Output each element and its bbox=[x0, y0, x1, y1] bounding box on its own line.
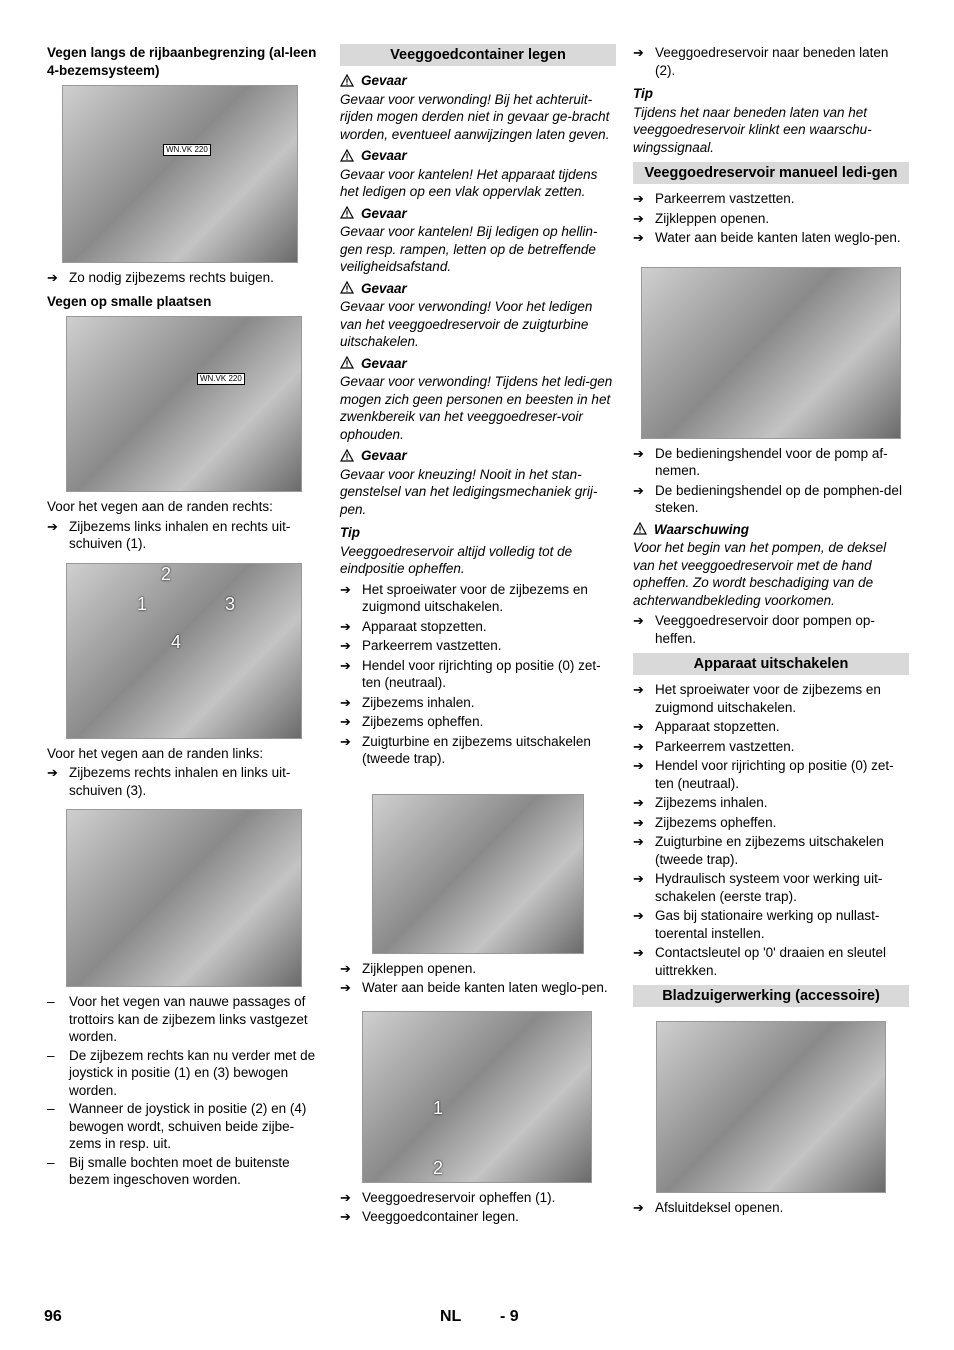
section-manual-empty: Veeggoedreservoir manueel ledi-gen bbox=[633, 162, 909, 184]
photo-side-flaps bbox=[372, 794, 584, 954]
step-item: ➔ Zijbezems opheffen. bbox=[340, 714, 484, 729]
step-bend-brushes: ➔ Zo nodig zijbezems rechts buigen. bbox=[47, 270, 274, 285]
section-switch-off: Apparaat uitschakelen bbox=[633, 653, 909, 675]
photo-leaf-suction bbox=[656, 1021, 886, 1193]
para-right-edge: Voor het vegen aan de randen rechts: bbox=[47, 499, 273, 514]
arrow-icon: ➔ bbox=[633, 719, 644, 734]
dash-item: – De zijbezem rechts kan nu verder met de joystick in positie (1) en (3) bewogen worden. bbox=[47, 1047, 316, 1098]
steps-list bbox=[633, 190, 909, 247]
photo-joystick-1 bbox=[66, 563, 302, 739]
warning-text: Gevaar voor verwonding! Bij het achteruit-rijden mogen derden niet in gevaar ge-bracht worden, eventueel aanwijzingen laten geven. bbox=[340, 91, 610, 142]
step-item: ➔ Het sproeiwater voor de zijbezems en zuigmond uitschakelen. bbox=[340, 581, 588, 614]
step-item: ➔ Hydraulisch systeem voor werking uit-schakelen (eerste trap). bbox=[633, 871, 883, 904]
arrow-icon: ➔ bbox=[633, 210, 644, 226]
arrow-icon: ➔ bbox=[633, 191, 644, 206]
step-item: ➔ Hendel voor rijrichting op positie (0) zet-ten (neutraal). bbox=[340, 657, 601, 690]
arrow-icon: ➔ bbox=[633, 795, 644, 810]
step-item: ➔ Veeggoedcontainer legen. bbox=[340, 1209, 519, 1224]
arrow-icon: ➔ bbox=[633, 613, 644, 628]
step-item: ➔ Het sproeiwater voor de zijbezems en zuigmond uitschakelen. bbox=[633, 682, 881, 715]
joystick-label-1: 1 bbox=[137, 593, 148, 614]
arrow-icon: ➔ bbox=[47, 765, 58, 780]
step-item: ➔ Parkeerrem vastzetten. bbox=[633, 738, 795, 754]
photo-joystick-lift bbox=[362, 1011, 592, 1183]
arrow-icon: ➔ bbox=[340, 1209, 351, 1224]
step-item: ➔ Zijkleppen openen. bbox=[633, 210, 770, 226]
steps-list bbox=[633, 445, 909, 517]
step-item: ➔ Contactsleutel op '0' draaien en sleutel uittrekken. bbox=[633, 945, 887, 978]
license-plate: WN.VK 220 bbox=[163, 144, 211, 156]
arrow-icon: ➔ bbox=[340, 733, 351, 749]
arrow-icon: ➔ bbox=[340, 657, 351, 673]
arrow-icon: ➔ bbox=[633, 834, 644, 849]
warning-triangle-icon bbox=[633, 522, 648, 536]
heading-narrow: Vegen op smalle plaatsen bbox=[47, 293, 212, 309]
step-item: ➔ Hendel voor rijrichting op positie (0) zet-ten (neutraal). bbox=[633, 758, 894, 791]
warning-heading: Gevaar bbox=[340, 447, 616, 465]
arrow-icon: ➔ bbox=[633, 738, 644, 754]
warning-text: Gevaar voor kantelen! Bij ledigen op hellin-gen resp. rampen, letten op de betreffende veiligheidsafstand. bbox=[340, 224, 598, 274]
steps-list bbox=[633, 681, 909, 979]
step-item: ➔ Zijkleppen openen. bbox=[340, 960, 477, 976]
step-item: ➔ Zijbezems inhalen. bbox=[340, 694, 475, 710]
step-item: ➔ Zuigturbine en zijbezems uitschakelen (tweede trap). bbox=[633, 834, 884, 867]
arrow-icon: ➔ bbox=[633, 682, 644, 697]
warning-text: Gevaar voor kneuzing! Nooit in het stan-genstelsel van het ledigingsmechaniek grij-pen. bbox=[340, 466, 598, 517]
steps-list bbox=[340, 581, 616, 768]
page-number: 96 bbox=[44, 1308, 62, 1325]
tip-text: Tijdens het naar beneden laten van het veeggoedreservoir klinkt een waarschu-wingssignaal. bbox=[633, 104, 872, 155]
warning-text: Gevaar voor verwonding! Voor het ledigen van het veeggoedreservoir de zuigturbine uitschakelen. bbox=[340, 299, 593, 349]
step-right-extend: ➔ Zijbezems links inhalen en rechts uit-schuiven (1). bbox=[47, 518, 291, 551]
dash-item: – Voor het vegen van nauwe passages of trottoirs kan de zijbezem links vastgezet worden. bbox=[47, 994, 308, 1044]
warning-triangle-icon bbox=[340, 281, 355, 295]
step-item: ➔ Water aan beide kanten laten weglo-pen. bbox=[340, 980, 608, 995]
arrow-icon: ➔ bbox=[633, 908, 644, 923]
warning-list bbox=[340, 72, 616, 518]
joystick-label-4: 4 bbox=[171, 631, 182, 652]
step-item: ➔ Zuigturbine en zijbezems uitschakelen (tweede trap). bbox=[340, 733, 591, 766]
arrow-icon: ➔ bbox=[340, 1189, 351, 1205]
step-item: ➔ Gas bij stationaire werking op nullast-toerental instellen. bbox=[633, 908, 880, 941]
arrow-icon: ➔ bbox=[340, 618, 351, 634]
step-item: ➔ Zijbezems opheffen. bbox=[633, 814, 777, 830]
step-item: ➔ Parkeerrem vastzetten. bbox=[633, 191, 795, 206]
language-code: NL bbox=[440, 1308, 462, 1325]
step-item: ➔ De bedieningshendel op de pomphen-del steken. bbox=[633, 482, 902, 515]
step-item: ➔ De bedieningshendel voor de pomp af-nemen. bbox=[633, 445, 888, 478]
license-plate: WN.VK 220 bbox=[197, 373, 245, 385]
warning-heading: Gevaar bbox=[340, 147, 616, 165]
lift-label-2: 2 bbox=[433, 1157, 444, 1178]
arrow-icon: ➔ bbox=[633, 945, 644, 960]
arrow-icon: ➔ bbox=[340, 980, 351, 995]
arrow-icon: ➔ bbox=[633, 758, 644, 773]
step-item: ➔ Zijbezems inhalen. bbox=[633, 795, 768, 810]
steps-list bbox=[340, 960, 616, 997]
section-leaf-suction: Bladzuigerwerking (accessoire) bbox=[633, 985, 909, 1007]
photo-joystick-2 bbox=[66, 809, 302, 987]
arrow-icon: ➔ bbox=[340, 694, 351, 710]
column-middle bbox=[340, 44, 616, 1228]
lift-label-1: 1 bbox=[433, 1097, 444, 1118]
para-left-edge: Voor het vegen aan de randen links: bbox=[47, 745, 264, 761]
section-container-empty: Veeggoedcontainer legen bbox=[340, 44, 616, 66]
warning-text: Gevaar voor kantelen! Het apparaat tijdens het ledigen op een vlak oppervlak zetten. bbox=[340, 166, 598, 199]
photo-narrow bbox=[66, 316, 302, 492]
heading-road-edge: Vegen langs de rijbaanbegrenzing (al-leen 4-bezemsysteem) bbox=[47, 45, 317, 78]
warning-triangle-icon bbox=[340, 356, 355, 370]
arrow-icon: ➔ bbox=[340, 638, 351, 653]
column-right bbox=[633, 42, 909, 1219]
joystick-label-3: 3 bbox=[225, 593, 236, 614]
warning-heading: Waarschuwing bbox=[633, 521, 909, 539]
arrow-icon: ➔ bbox=[340, 714, 351, 729]
step-item: ➔ Veeggoedreservoir opheffen (1). bbox=[340, 1189, 556, 1205]
photo-road-edge bbox=[62, 85, 298, 263]
arrow-icon: ➔ bbox=[633, 1200, 644, 1215]
arrow-icon: ➔ bbox=[633, 482, 644, 498]
step-item: ➔ Parkeerrem vastzetten. bbox=[340, 638, 502, 653]
joystick-label-2: 2 bbox=[161, 563, 172, 584]
arrow-icon: ➔ bbox=[633, 814, 644, 830]
step-open-lid: ➔ Afsluitdeksel openen. bbox=[633, 1200, 784, 1215]
step-lower-container: ➔ Veeggoedreservoir naar beneden laten (2). bbox=[633, 45, 889, 78]
warning-heading: Gevaar bbox=[340, 355, 616, 373]
arrow-icon: ➔ bbox=[633, 871, 644, 886]
arrow-icon: ➔ bbox=[47, 518, 58, 534]
warning-triangle-icon bbox=[340, 206, 355, 220]
arrow-icon: ➔ bbox=[633, 45, 644, 60]
photo-pump bbox=[641, 267, 901, 439]
arrow-icon: ➔ bbox=[47, 270, 58, 285]
warning-triangle-icon bbox=[340, 449, 355, 463]
tip-title: Tip bbox=[340, 525, 360, 540]
arrow-icon: ➔ bbox=[340, 581, 351, 597]
arrow-icon: ➔ bbox=[340, 960, 351, 976]
warning-heading: Gevaar bbox=[340, 205, 616, 223]
tip-text: Veeggoedreservoir altijd volledig tot de eindpositie opheffen. bbox=[340, 543, 573, 576]
column-left bbox=[47, 44, 319, 1190]
dash-item: – Wanneer de joystick in positie (2) en (4) bewogen wordt, schuiven beide zijbe-zems in resp. uit. bbox=[47, 1101, 307, 1151]
steps-list bbox=[340, 1189, 616, 1226]
arrow-icon: ➔ bbox=[633, 230, 644, 245]
warning-heading: Gevaar bbox=[340, 72, 616, 90]
step-pump-lift: ➔ Veeggoedreservoir door pompen op-heffen. bbox=[633, 613, 875, 646]
tip-title: Tip bbox=[633, 86, 653, 101]
sub-page-number: - 9 bbox=[500, 1308, 519, 1325]
step-item: ➔ Apparaat stopzetten. bbox=[633, 719, 780, 734]
step-item: ➔ Water aan beide kanten laten weglo-pen. bbox=[633, 230, 901, 245]
step-item: ➔ Apparaat stopzetten. bbox=[340, 618, 487, 634]
warning-heading: Gevaar bbox=[340, 280, 616, 298]
warning-triangle-icon bbox=[340, 149, 355, 163]
warning-text: Voor het begin van het pompen, de deksel van het veeggoedreservoir met de hand opheffen. Zo wordt beschadiging van de achterwandbekleding voorkomen. bbox=[633, 540, 887, 608]
arrow-icon: ➔ bbox=[633, 445, 644, 461]
step-left-extend: ➔ Zijbezems rechts inhalen en links uit-schuiven (3). bbox=[47, 765, 291, 798]
dash-item: – Bij smalle bochten moet de buitenste bezem ingeschoven worden. bbox=[47, 1154, 290, 1187]
warning-text: Gevaar voor verwonding! Tijdens het ledi-gen mogen zich geen personen en beesten in het zwenkbereik van het veeggoedreser-voir ophouden. bbox=[340, 374, 613, 442]
warning-triangle-icon bbox=[340, 74, 355, 88]
